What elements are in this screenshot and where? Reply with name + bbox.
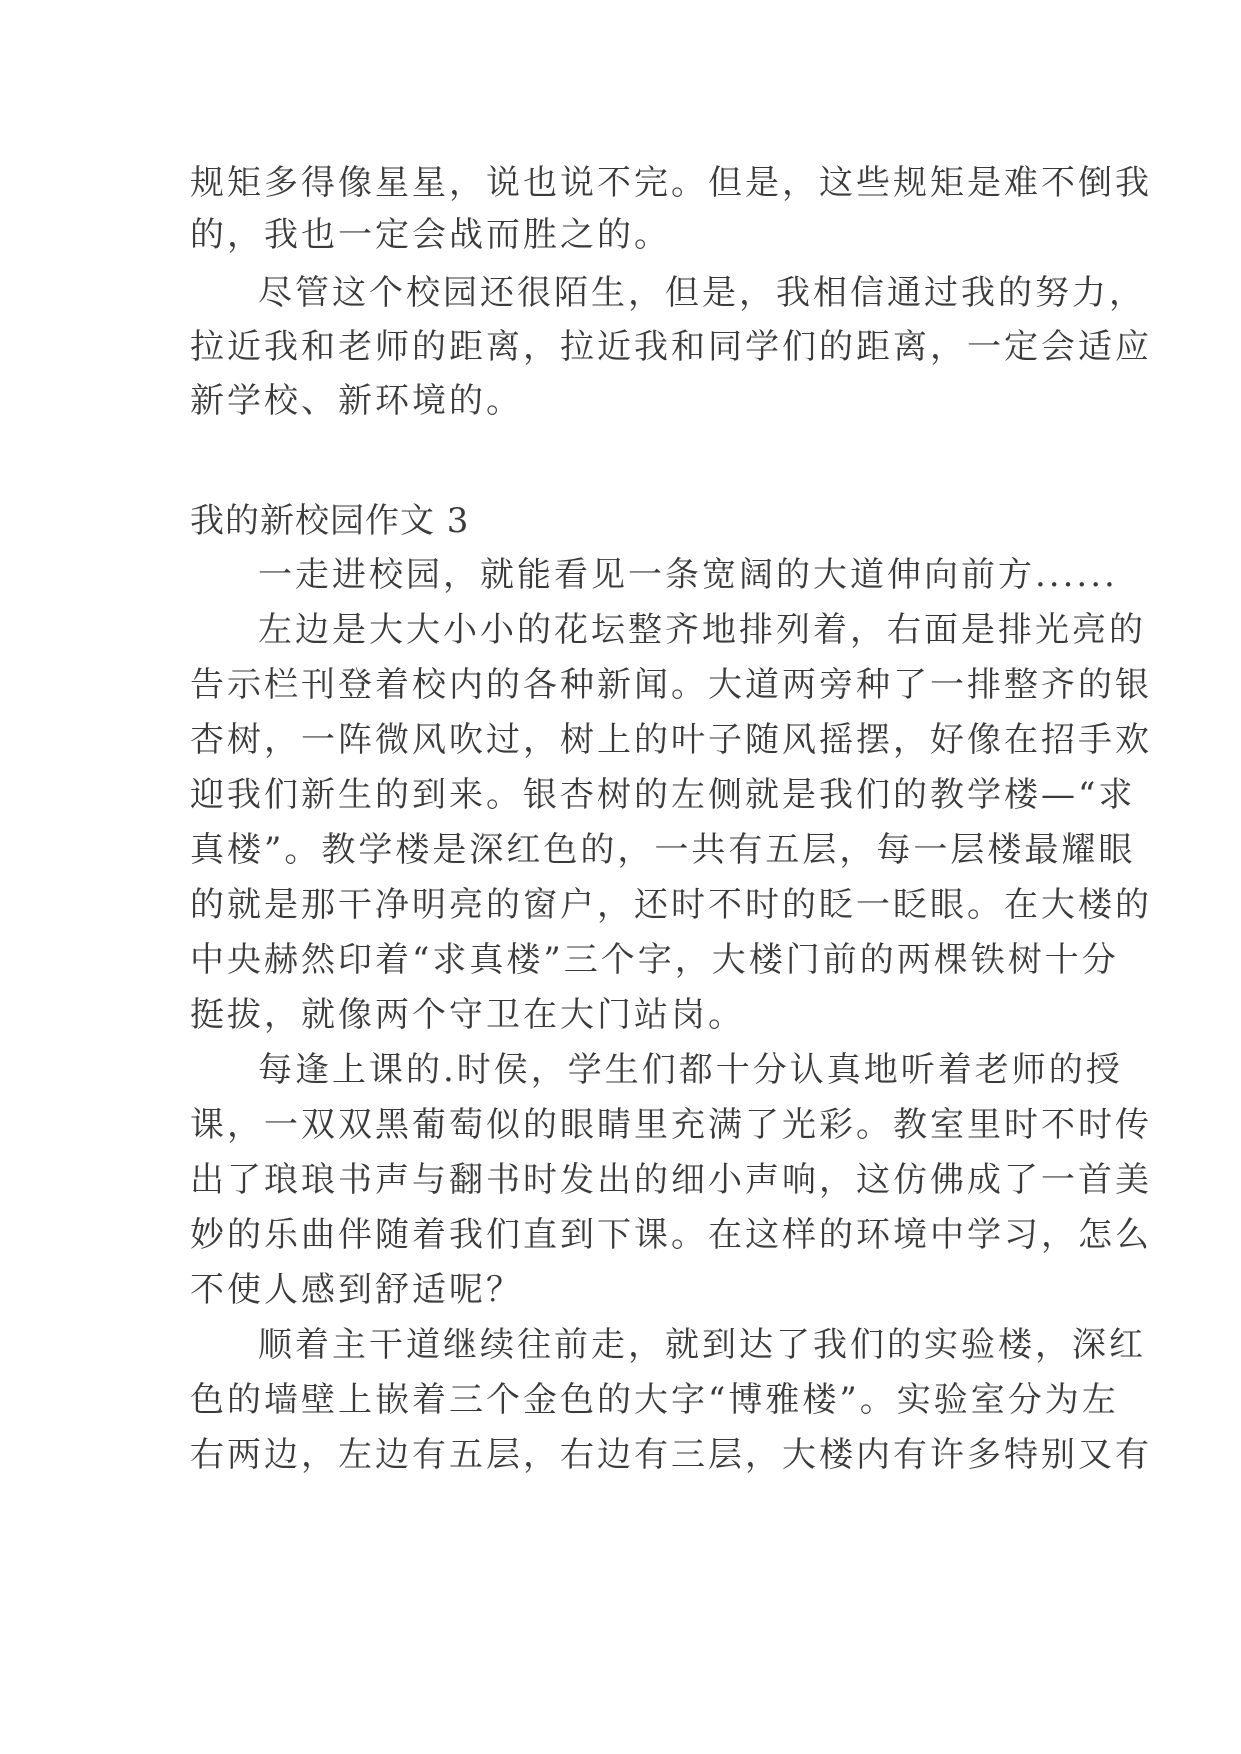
text-line: 中央赫然印着“求真楼”三个字，大楼门前的两棵铁树十分 <box>190 940 1119 980</box>
text-line: 的就是那干净明亮的窗户，还时不时的眨一眨眼。在大楼的 <box>190 885 1152 925</box>
text-line: 杏树，一阵微风吹过，树上的叶子随风摇摆，好像在招手欢 <box>190 720 1152 760</box>
text-line: 不使人感到舒适呢？ <box>190 1270 523 1310</box>
text-line: 挺拔，就像两个守卫在大门站岗。 <box>190 995 745 1035</box>
paragraph-start-line: 左边是大大小小的花坛整齐地排列着，右面是排光亮的 <box>258 610 1146 650</box>
text-line: 右两边，左边有五层，右边有三层，大楼内有许多特别又有 <box>190 1435 1152 1475</box>
text-line: 真楼”。教学楼是深红色的，一共有五层，每一层楼最耀眼 <box>190 830 1136 870</box>
text-line: 课，一双双黑葡萄似的眼睛里充满了光彩。教室里时不时传 <box>190 1105 1152 1145</box>
paragraph-start-line: 一走进校园，就能看见一条宽阔的大道伸向前方...... <box>258 555 1118 595</box>
text-line: 迎我们新生的到来。银杏树的左侧就是我们的教学楼—“求 <box>190 775 1136 815</box>
text-line: 告示栏刊登着校内的各种新闻。大道两旁种了一排整齐的银 <box>190 665 1152 705</box>
text-line: 妙的乐曲伴随着我们直到下课。在这样的环境中学习，怎么 <box>190 1215 1152 1255</box>
paragraph-start-line: 顺着主干道继续往前走，就到达了我们的实验楼，深红 <box>258 1325 1146 1365</box>
paragraph-start-line: 尽管这个校园还很陌生，但是，我相信通过我的努力， <box>258 273 1146 313</box>
section-heading: 我的新校园作文 3 <box>190 501 470 541</box>
text-line: 色的墙壁上嵌着三个金色的大字“博雅楼”。实验室分为左 <box>190 1380 1119 1420</box>
text-line: 规矩多得像星星，说也说不完。但是，这些规矩是难不倒我 <box>190 163 1152 203</box>
text-line: 新学校、新环境的。 <box>190 381 523 421</box>
paragraph-start-line: 每逢上课的.时侯，学生们都十分认真地听着老师的授 <box>258 1050 1123 1090</box>
text-line: 拉近我和老师的距离，拉近我和同学们的距离，一定会适应 <box>190 327 1152 367</box>
text-line: 出了琅琅书声与翻书时发出的细小声响，这仿佛成了一首美 <box>190 1160 1152 1200</box>
text-line: 的，我也一定会战而胜之的。 <box>190 215 671 255</box>
